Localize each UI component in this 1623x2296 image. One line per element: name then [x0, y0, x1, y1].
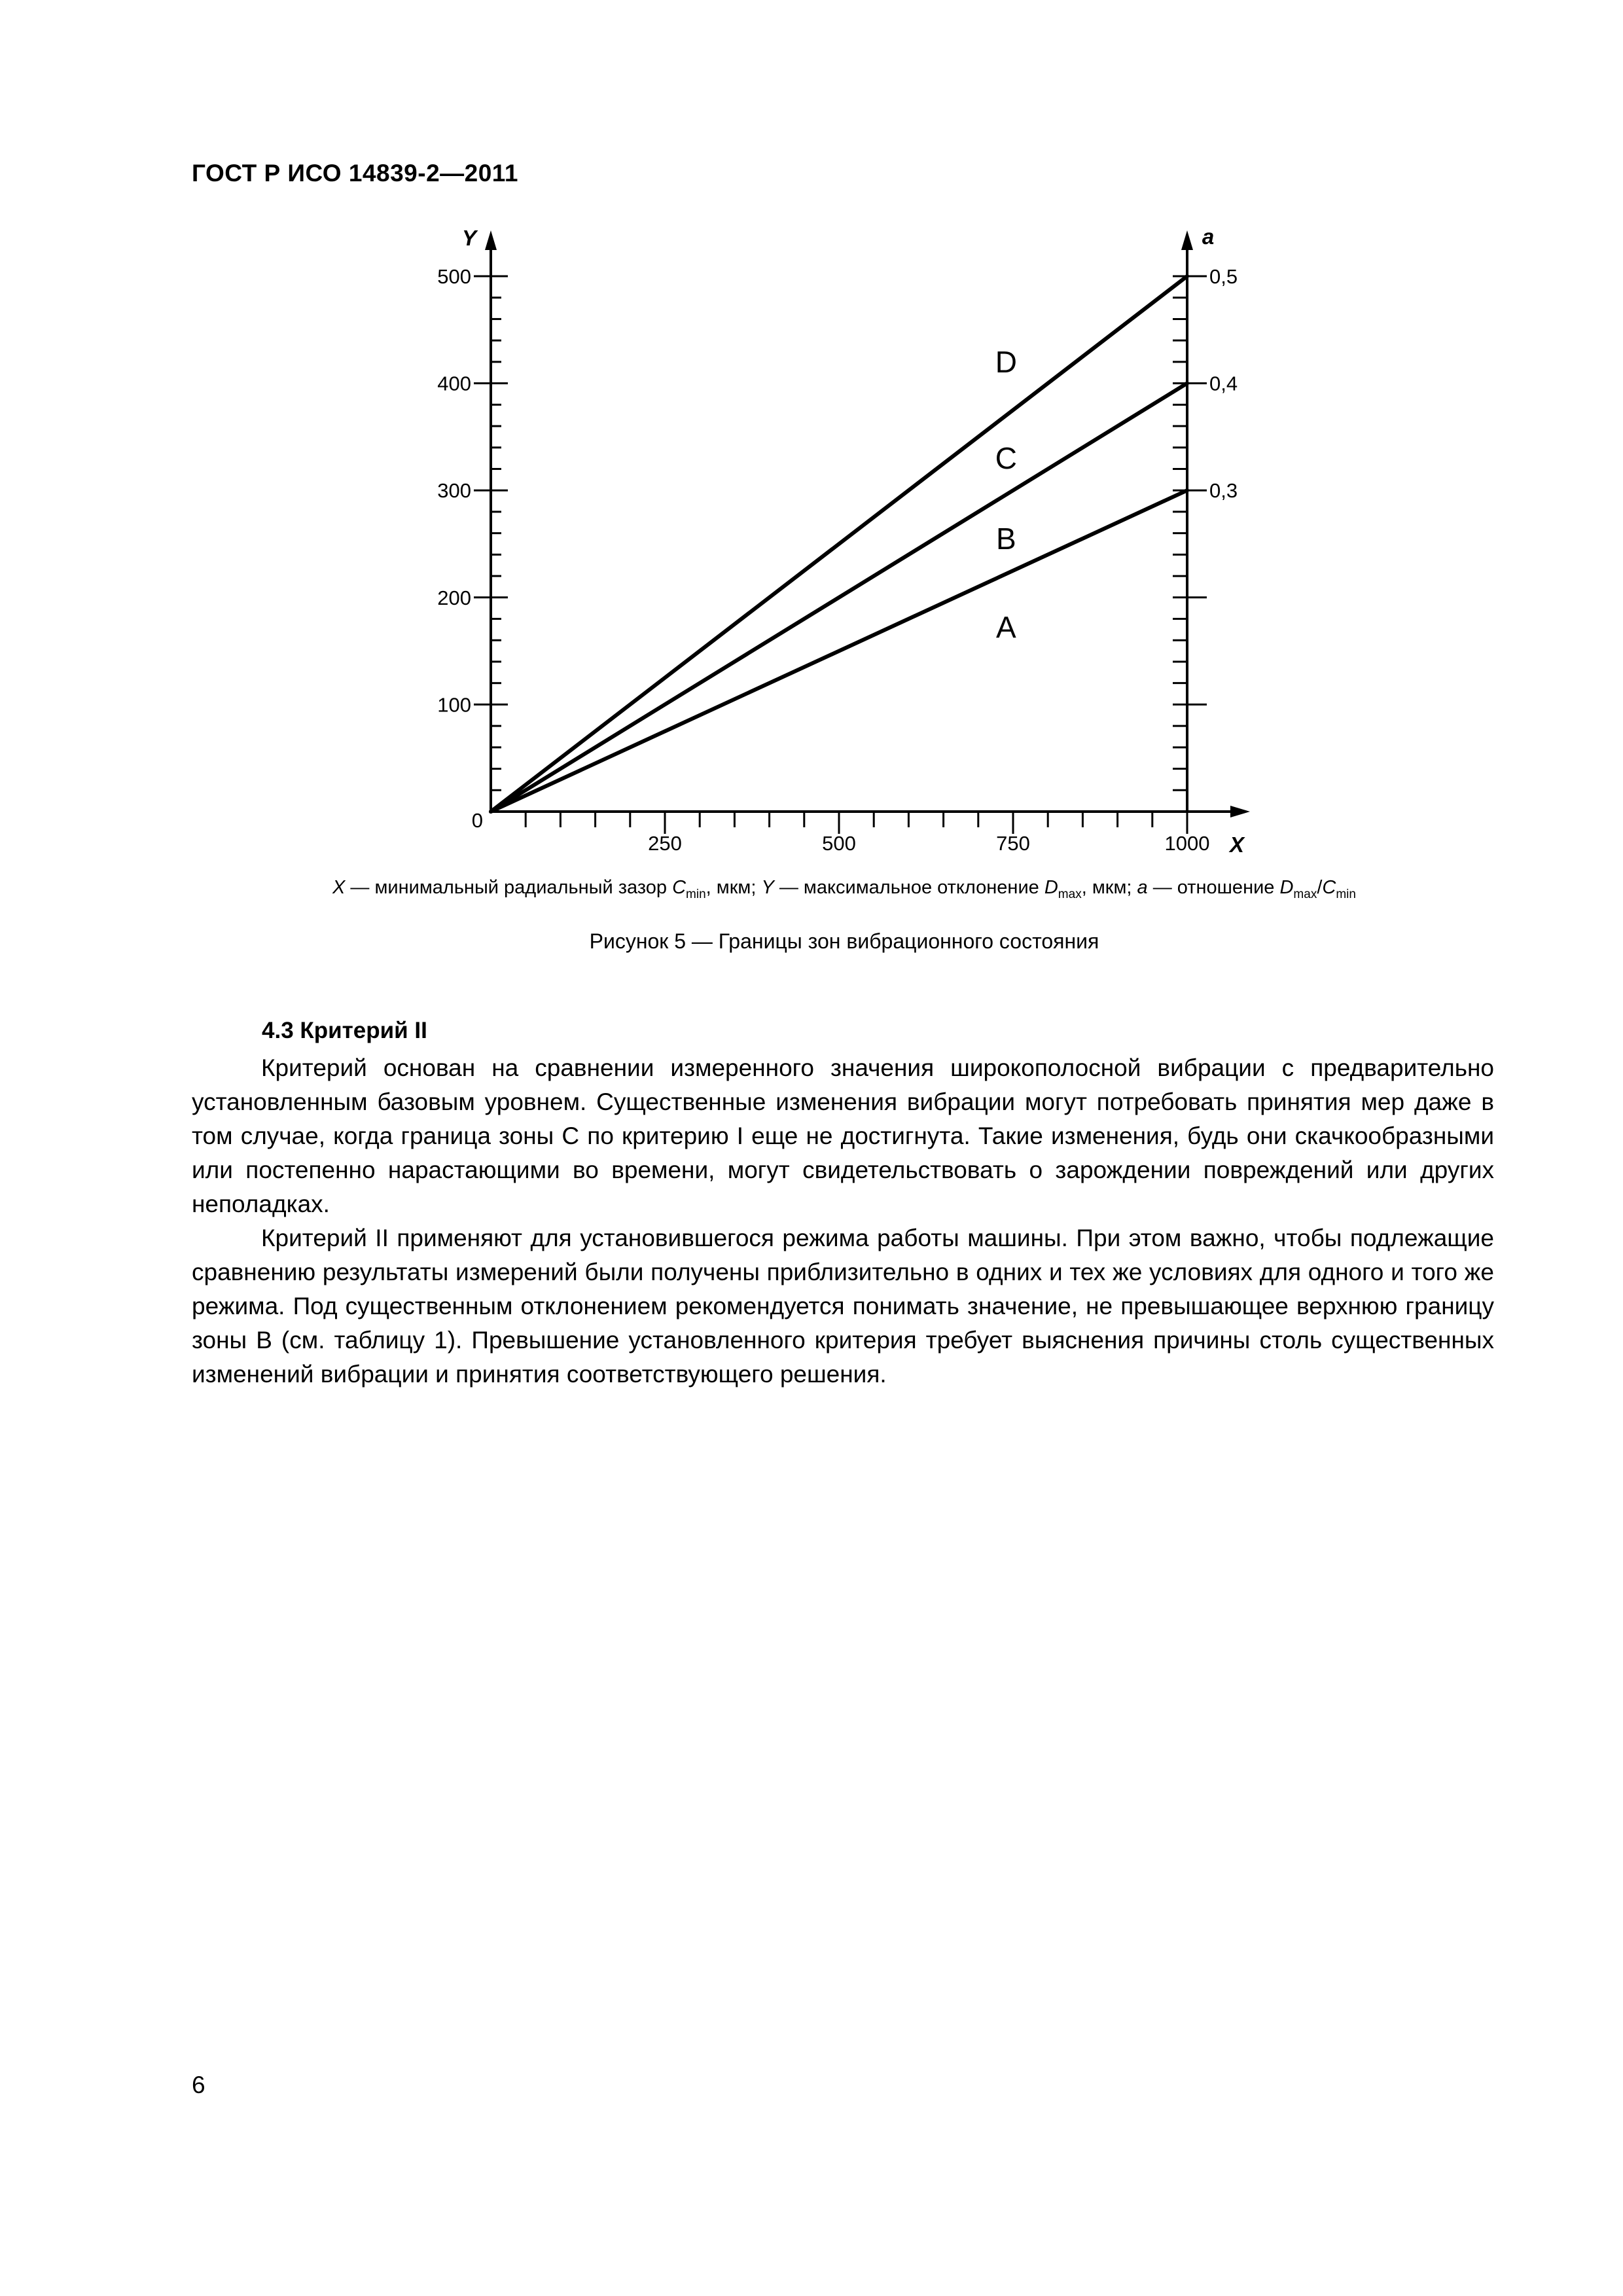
y-tick-label: 400: [437, 372, 471, 395]
zone-label-A: A: [996, 610, 1016, 645]
paragraph-2: Критерий II применяют для установившегося режима работы машины. При этом важно, чтобы подлежащие сравнению результаты измерений были получены приблизительно в одних и тех же условиях для одного и того же режима. Под существенным отклонением рекомендуется понимать значение, не превышающее верхнюю границу зоны В (см. таблицу 1). Превышение установленного критерия требует выяснения причины столь существенных изменений вибрации и принятия соответствующего решения.: [192, 1225, 1494, 1388]
legend-y-symbol: Y: [761, 877, 774, 898]
a-axis-arrow: [1181, 230, 1193, 250]
y-axis-title: Y: [461, 226, 477, 250]
document-header: ГОСТ Р ИСО 14839-2—2011: [192, 160, 518, 187]
zone-label-D: D: [995, 344, 1017, 379]
paragraph-1: Критерий основан на сравнении измеренного значения широкополосной вибрации с предварительно установленным базовым уровнем. Существенные изменения вибрации могут потребовать принятия мер даже в том случае, когда граница зоны С по критерию I еще не достигнута. Такие изменения, будь они скачкообразными или постепенно нарастающими во времени, могут свидетельствовать о зарождении повреждений или других неполадках.: [192, 1054, 1494, 1217]
legend-c-subscript: min: [686, 887, 706, 901]
legend-y-text: — максимальное отклонение: [774, 877, 1044, 898]
a-axis-tick-label: 0,4: [1209, 372, 1238, 395]
legend-d-subscript: max: [1058, 887, 1082, 901]
x-tick-label: 1000: [1164, 832, 1210, 855]
chart-axes: [471, 230, 1250, 834]
zone-label-C: C: [995, 441, 1017, 476]
x-axis-title: X: [1229, 833, 1245, 857]
y-tick-label: 200: [437, 586, 471, 609]
zone-boundaries-chart: [393, 216, 1440, 870]
figure-legend: [255, 877, 1433, 902]
figure-caption: Рисунок 5 — Границы зон вибрационного состояния: [589, 929, 1099, 953]
x-axis-arrow: [1230, 806, 1250, 817]
page-number: 6: [192, 2072, 205, 2098]
legend-ratio-c: C: [1322, 877, 1336, 898]
x-tick-label: 500: [822, 832, 856, 855]
legend-a-symbol: a: [1137, 877, 1148, 898]
y-tick-label: 100: [437, 693, 471, 717]
section-heading: 4.3 Критерий II: [262, 1018, 427, 1043]
chart-lines: [491, 276, 1187, 812]
legend-ratio-d-subscript: max: [1293, 887, 1317, 901]
legend-x-text: — минимальный радиальный зазор: [345, 877, 673, 898]
x-tick-label: 250: [648, 832, 682, 855]
x-tick-label: 750: [996, 832, 1030, 855]
y-tick-label: 300: [437, 479, 471, 503]
y-axis-arrow: [485, 230, 497, 250]
legend-ratio-d: D: [1279, 877, 1294, 898]
y-tick-label: 0: [471, 809, 483, 832]
legend-slash: /: [1317, 877, 1323, 898]
y-tick-label: 500: [437, 265, 471, 288]
legend-unit-1: , мкм;: [705, 877, 762, 898]
legend-ratio-c-subscript: min: [1336, 887, 1356, 901]
boundary-line-1: [491, 276, 1187, 812]
legend-x-symbol: X: [332, 877, 346, 898]
a-axis-title: a: [1202, 224, 1215, 249]
a-axis-tick-label: 0,3: [1209, 479, 1238, 503]
legend-c-symbol: C: [672, 877, 687, 898]
a-axis-tick-label: 0,5: [1209, 265, 1238, 288]
legend-a-text: — отношение: [1147, 877, 1280, 898]
legend-unit-2: , мкм;: [1081, 877, 1137, 898]
boundary-line-3: [491, 490, 1187, 812]
legend-d-symbol: D: [1044, 877, 1058, 898]
boundary-line-2: [491, 384, 1187, 812]
zone-label-B: B: [996, 521, 1016, 556]
